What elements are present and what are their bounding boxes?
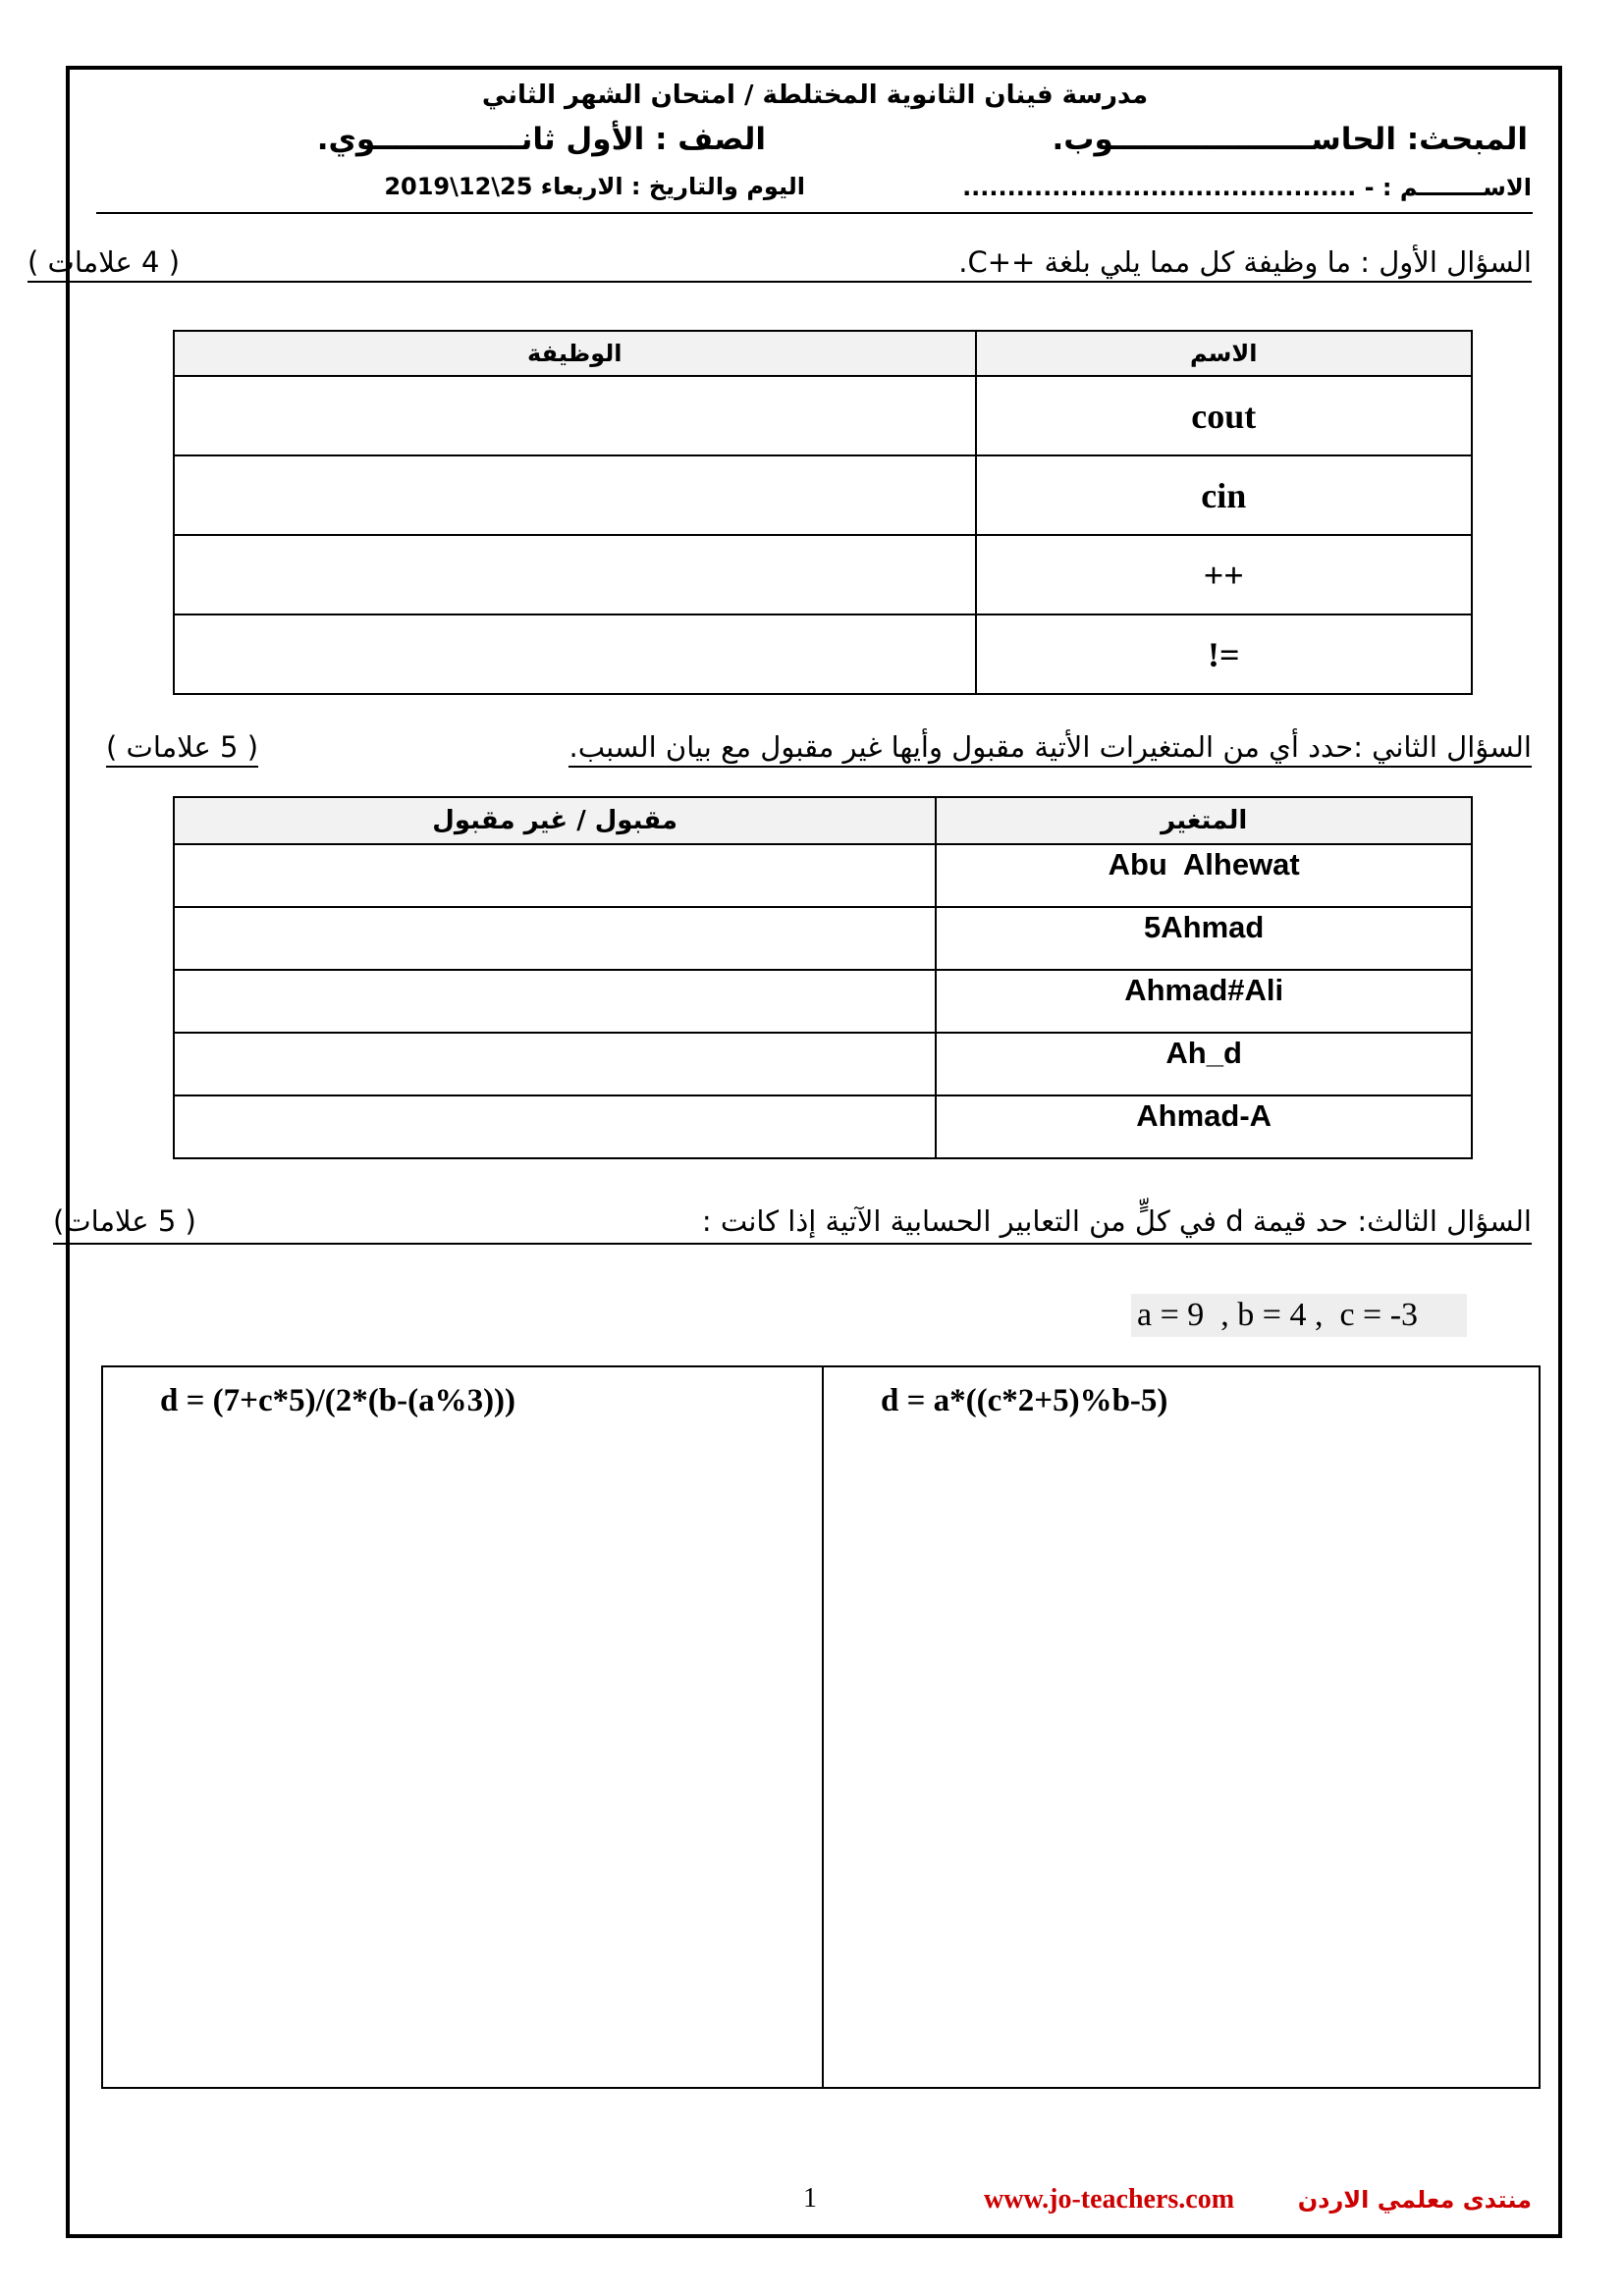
answer-box-divider <box>822 1367 824 2087</box>
q2-table <box>173 796 1473 1159</box>
grade-label: الصف : الأول ثانــــــــــــــوي. <box>316 122 766 157</box>
q2-col-status: مقبول / غير مقبول <box>174 797 936 844</box>
q2-marks: ( 5 علامات ) <box>106 730 302 764</box>
q1-col-name: الاسم <box>976 331 1473 376</box>
expression-right: d = a*((c*2+5)%b-5) <box>881 1383 1168 1418</box>
table-row <box>174 844 1472 907</box>
variable-cell: Ahmad#Ali <box>936 970 1472 1033</box>
q1-title: السؤال الأول : ما وظيفة كل مما يلي بلغة ++C. <box>825 245 1532 279</box>
q1-table-header <box>174 331 1472 376</box>
answer-cell[interactable] <box>174 907 936 970</box>
q3-underline <box>53 1243 1532 1245</box>
q2-title: السؤال الثاني :حدد أي من المتغيرات الأتية مقبول وأيها غير مقبول مع بيان السبب. <box>314 730 1532 764</box>
answer-cell[interactable] <box>174 535 976 614</box>
table-row <box>174 535 1472 614</box>
table-row <box>174 907 1472 970</box>
subject-label: المبحث: الحاســـــــــــــــــــوب. <box>1052 122 1528 157</box>
forum-name: منتدى معلمي الاردن <box>1297 2186 1532 2214</box>
term-cell: cin <box>976 455 1473 535</box>
q1-col-function: الوظيفة <box>174 331 976 376</box>
answer-cell[interactable] <box>174 844 936 907</box>
q3-answer-box[interactable] <box>101 1365 1541 2089</box>
expression-left: d = (7+c*5)/(2*(b-(a%3))) <box>160 1383 516 1418</box>
table-row <box>174 376 1472 455</box>
q2-table-header <box>174 797 1472 844</box>
page-number: 1 <box>803 2183 817 2214</box>
variable-cell: Abu Alhewat <box>936 844 1472 907</box>
q3-title: السؤال الثالث: حد قيمة d في كلٍّ من التعابير الحسابية الآتية إذا كانت : <box>701 1204 1532 1238</box>
variable-cell: Ahmad-A <box>936 1095 1472 1158</box>
term-cell: cout <box>976 376 1473 455</box>
school-exam-title: مدرسة فينان الثانوية المختلطة / امتحان الشهر الثاني <box>481 80 1149 110</box>
answer-cell[interactable] <box>174 376 976 455</box>
q2-col-variable: المتغير <box>936 797 1472 844</box>
table-row <box>174 455 1472 535</box>
answer-cell[interactable] <box>174 614 976 694</box>
answer-cell[interactable] <box>174 970 936 1033</box>
variable-cell: 5Ahmad <box>936 907 1472 970</box>
table-row <box>174 1095 1472 1158</box>
q3-marks: ( 5 علامات) <box>53 1204 196 1238</box>
term-cell: != <box>976 614 1473 694</box>
variable-values: a = 9 , b = 4 , c = -3 <box>1131 1294 1467 1337</box>
answer-cell[interactable] <box>174 1033 936 1095</box>
table-row <box>174 614 1472 694</box>
answer-cell[interactable] <box>174 1095 936 1158</box>
student-name-field: الاســــــــم : - ............................................ <box>962 174 1532 201</box>
table-row <box>174 970 1472 1033</box>
term-cell: ++ <box>976 535 1473 614</box>
site-url[interactable]: www.jo-teachers.com <box>984 2184 1235 2215</box>
q1-marks: ( 4 علامات ) <box>27 245 181 279</box>
header-divider <box>96 212 1533 214</box>
q1-table <box>173 330 1473 695</box>
q1-underline <box>27 281 1532 283</box>
variable-cell: Ah_d <box>936 1033 1472 1095</box>
exam-date: اليوم والتاريخ : الاربعاء 25\12\2019 <box>384 173 805 200</box>
table-row <box>174 1033 1472 1095</box>
answer-cell[interactable] <box>174 455 976 535</box>
